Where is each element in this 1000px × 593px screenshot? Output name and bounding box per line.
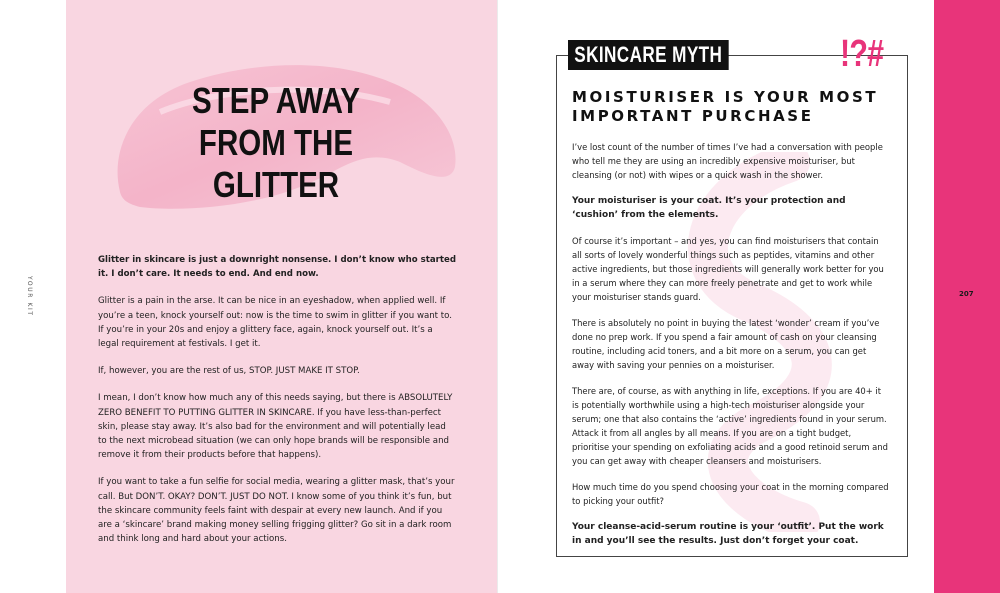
- skincare-myth-tag: SKINCARE MYTH: [568, 40, 729, 70]
- myth-heading: MOISTURISER IS YOUR MOST IMPORTANT PURCHASE: [572, 88, 879, 125]
- body-paragraph: Glitter in skincare is just a downright nonsense. I don’t know who started it. I don’t care. It needs to end. And end now.: [98, 255, 457, 280]
- title-line-1: STEP AWAY: [192, 80, 360, 121]
- myth-paragraph: Your moisturiser is your coat. It’s your protection and ‘cushion’ from the elements.: [572, 196, 846, 220]
- title-line-2: FROM THE GLITTER: [198, 122, 354, 205]
- body-paragraph: If, however, you are the rest of us, STOP. JUST MAKE IT STOP.: [98, 366, 360, 377]
- left-page-title: [145, 80, 407, 206]
- body-paragraph: Glitter is a pain in the arse. It can be nice in an eyeshadow, when applied well. If you’re a teen, knock yourself out: now is the time to swim in glitter if you want to. If you’re in your 20s and enjoy a glittery face, again, knock yourself out. It’s a legal requirement at festivals. I get it.: [98, 296, 452, 350]
- myth-paragraph: I’ve lost count of the number of times I’ve had a conversation with people who tell me they are using an incredibly expensive moisturiser, but cleansing (or not) with wipes or a quick wash in the shower.: [572, 142, 883, 180]
- myth-body: [572, 140, 890, 560]
- body-paragraph: If you want to take a fun selfie for social media, wearing a glitter mask, that’s your call. But DON’T. OKAY? DON’T. JUST DO NOT. I know some of you think it’s fun, but the skincare community feels faint with despair at every new launch. And if you are a ‘skincare’ brand making money selling frigging glitter? Go sit in a dark room and think long and hard about your actions.: [98, 477, 455, 545]
- myth-symbol-mark: !?#: [840, 33, 884, 75]
- myth-paragraph: Your cleanse-acid-serum routine is your ‘outfit’. Put the work in and you’ll see the results. Just don’t forget your coat.: [572, 522, 884, 546]
- body-paragraph: I mean, I don’t know how much any of this needs saying, but there is ABSOLUTELY ZERO BENEFIT TO PUTTING GLITTER IN SKINCARE. If you have less-than-perfect skin, please stay away. It’s also bad for the environment and will potentially lead to the next microbead situation (we can only hope brands will be responsible and remove it from their products before that happens).: [98, 393, 453, 461]
- myth-paragraph: How much time do you spend choosing your coat in the morning compared to picking your outfit?: [572, 482, 889, 506]
- left-page-body: [98, 253, 456, 559]
- page-number: 207: [959, 290, 974, 298]
- myth-paragraph: Of course it’s important – and yes, you can find moisturisers that contain all sorts of lovely wonderful things such as peptides, vitamins and other active ingredients, but those ingredients will generally work better for you in a serum where they can more freely penetrate and get to work while your moisturiser stands guard.: [572, 236, 884, 302]
- side-running-label: YOUR KIT: [26, 276, 33, 317]
- myth-paragraph: There is absolutely no point in buying the latest ‘wonder’ cream if you’ve done no prep work. If you spend a fair amount of cash on your cleansing routine, including acid toners, and a bit more on a serum, you can get away with saving your pennies on a moisturiser.: [572, 318, 880, 370]
- myth-paragraph: There are, of course, as with anything in life, exceptions. If you are 40+ it is potentially worthwhile using a high-tech moisturiser alongside your serum; one that also contains the ‘active’ ingredients found in your serum. Attack it from all angles by all means. If you are on a tight budget, prioritise your spending on exfoliating acids and a good retinoid serum and you can get away with cheaper cleansers and moisturisers.: [572, 386, 888, 466]
